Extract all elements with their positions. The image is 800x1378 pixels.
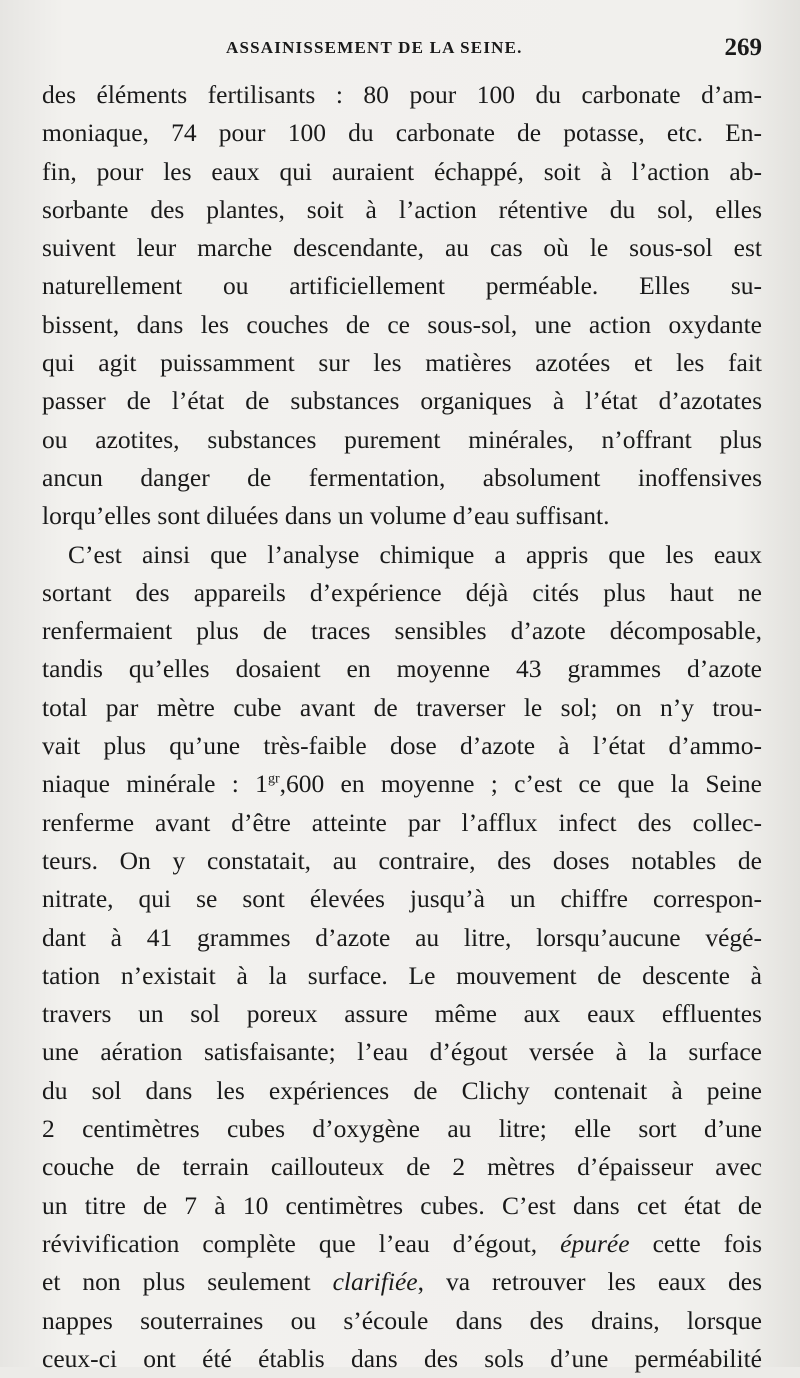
page-header bbox=[40, 34, 762, 74]
text-span: niaque minérale : 1 bbox=[42, 769, 268, 799]
text-line: une aération satisfaisante; l’eau d’égout versée à la surface bbox=[42, 1037, 762, 1067]
text-line: nitrate, qui se sont élevées jusqu’à un chiffre correspon- bbox=[42, 884, 762, 914]
text-line: teurs. On y constatait, au contraire, des doses notables de bbox=[42, 845, 762, 875]
text-line: vait plus qu’une très-faible dose d’azote à l’état d’ammo- bbox=[42, 731, 762, 761]
text-span: , va retrouver les eaux des bbox=[417, 1267, 762, 1297]
superscript-unit: gr bbox=[267, 771, 280, 787]
text-span: ,600 en moyenne ; c’est ce que la Seine bbox=[279, 769, 762, 799]
text-line: tation n’existait à la surface. Le mouvement de descente à bbox=[42, 960, 762, 990]
italic-word: clarifiée bbox=[332, 1267, 418, 1297]
text-span: cette fois bbox=[629, 1228, 763, 1258]
text-line bbox=[42, 1263, 762, 1301]
text-line: renferme avant d’être atteinte par l’afflux infect des collec- bbox=[42, 807, 762, 837]
text-line: naturellement ou artificiellement perméable. Elles su- bbox=[42, 271, 762, 301]
text-line: lorqu’elles sont diluées dans un volume d’eau suffisant. bbox=[42, 501, 610, 531]
italic-word: épurée bbox=[560, 1228, 630, 1258]
text-line: dant à 41 grammes d’azote au litre, lorsqu’aucune végé- bbox=[42, 922, 762, 952]
text-line: couche de terrain caillouteux de 2 mètres d’épaisseur avec bbox=[42, 1152, 762, 1182]
text-line: C’est ainsi que l’analyse chimique a appris que les eaux bbox=[68, 539, 762, 569]
text-line: tandis qu’elles dosaient en moyenne 43 grammes d’azote bbox=[42, 654, 762, 684]
text-span: révivification complète que l’eau d’égout, bbox=[42, 1228, 561, 1258]
text-line: 2 centimètres cubes d’oxygène au litre; elle sort d’une bbox=[42, 1114, 762, 1144]
text-line: ou azotites, substances purement minérales, n’offrant plus bbox=[42, 424, 762, 454]
page-number: 269 bbox=[724, 34, 762, 61]
text-line: un titre de 7 à 10 centimètres cubes. C’est dans cet état de bbox=[42, 1190, 762, 1220]
text-line: renfermaient plus de traces sensibles d’azote décomposable, bbox=[42, 616, 762, 646]
running-title: ASSAINISSEMENT DE LA SEINE. bbox=[226, 38, 523, 57]
body-text bbox=[42, 76, 762, 1378]
text-line: travers un sol poreux assure même aux eaux effluentes bbox=[42, 999, 762, 1029]
text-line: des éléments fertilisants : 80 pour 100 du carbonate d’am- bbox=[42, 80, 762, 109]
text-line: ceux-ci ont été établis dans des sols d’une perméabilité bbox=[42, 1343, 762, 1373]
text-line: nappes souterraines ou s’écoule dans des drains, lorsque bbox=[42, 1305, 762, 1335]
text-line: sorbante des plantes, soit à l’action rétentive du sol, elles bbox=[42, 194, 762, 224]
text-line: passer de l’état de substances organiques à l’état d’azotates bbox=[42, 386, 762, 416]
text-line: total par mètre cube avant de traverser le sol; on n’y trou- bbox=[42, 692, 762, 722]
text-line: du sol dans les expériences de Clichy contenait à peine bbox=[42, 1075, 762, 1105]
text-line bbox=[42, 1225, 762, 1263]
text-line bbox=[42, 765, 762, 803]
text-line: bissent, dans les couches de ce sous-sol, une action oxydante bbox=[42, 309, 762, 339]
text-line: suivent leur marche descendante, au cas où le sous-sol est bbox=[42, 233, 762, 263]
text-span: et non plus seulement bbox=[42, 1267, 333, 1297]
text-line: ancun danger de fermentation, absolument inoffensives bbox=[42, 462, 762, 492]
text-line: fin, pour les eaux qui auraient échappé, soit à l’action ab- bbox=[42, 156, 762, 186]
text-line: sortant des appareils d’expérience déjà cités plus haut ne bbox=[42, 577, 762, 607]
text-line: moniaque, 74 pour 100 du carbonate de potasse, etc. En- bbox=[42, 118, 762, 148]
text-line: qui agit puissamment sur les matières azotées et les fait bbox=[42, 348, 762, 378]
